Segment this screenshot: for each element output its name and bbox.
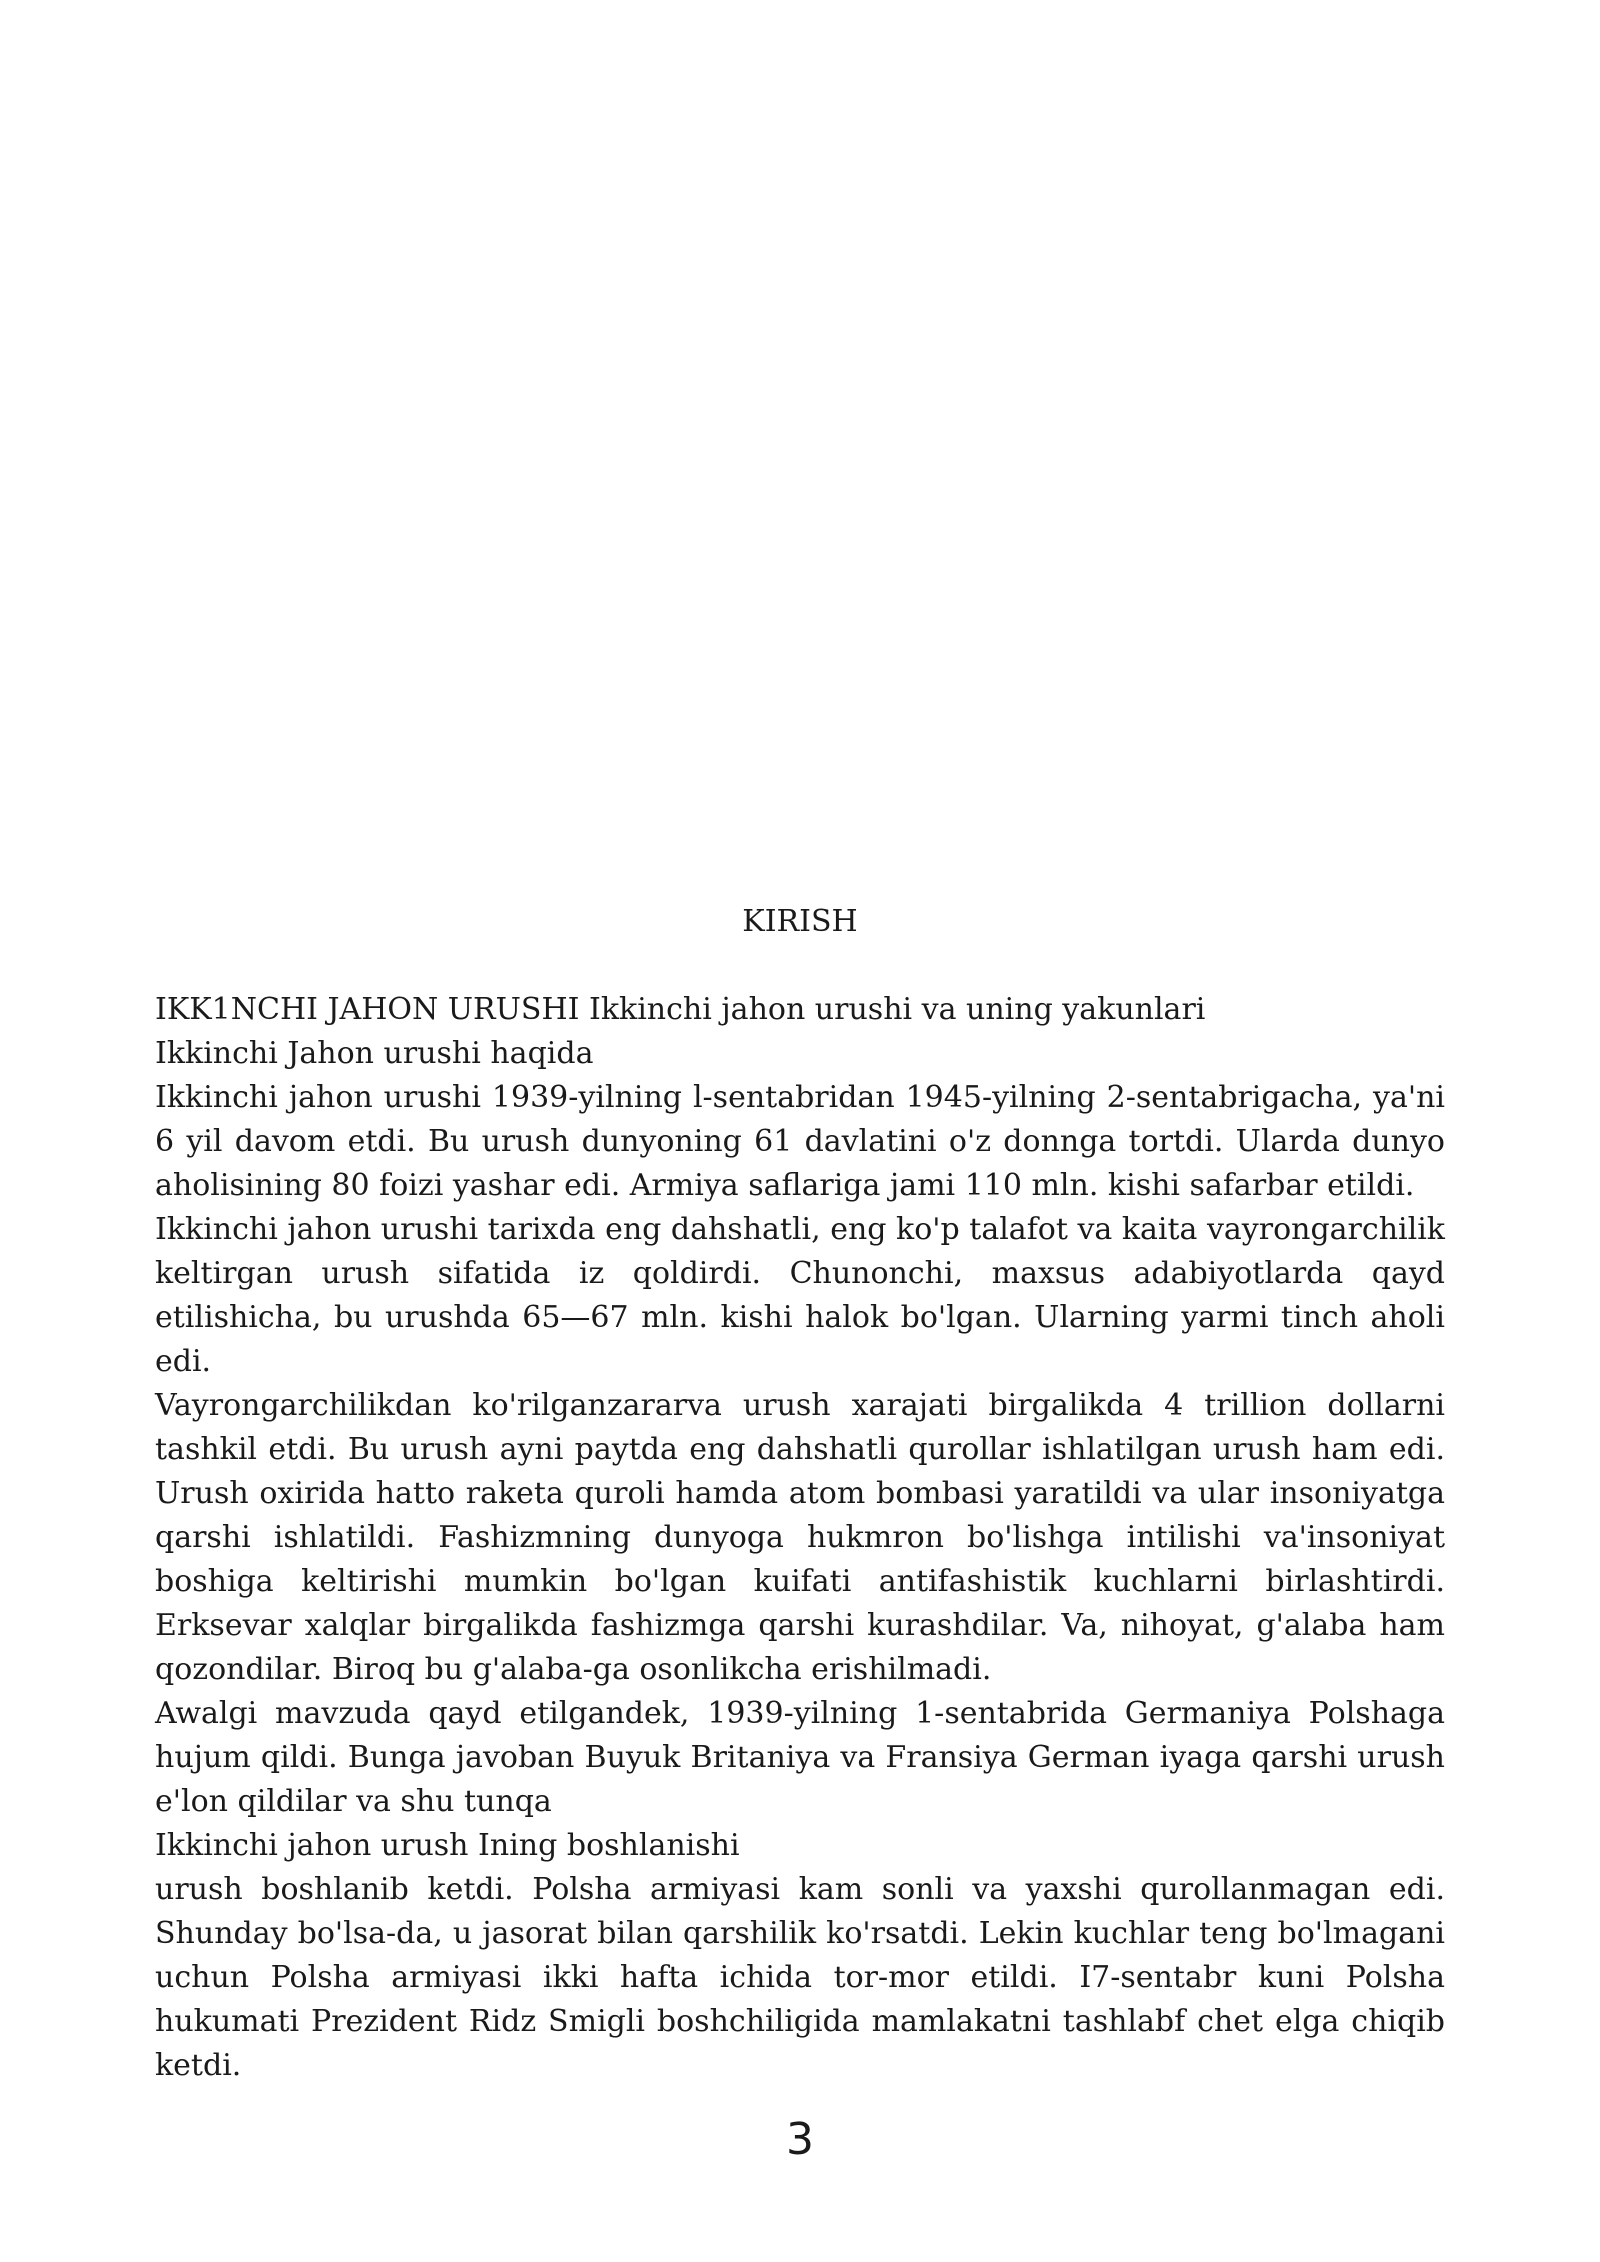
paragraph-4: Awalgi mavzuda qayd etilgandek, 1939-yilning 1-sentabrida Germaniya Polshaga hujum qildi. Bunga javoban Buyuk Britaniya va Fransiya German iyaga qarshi urush e'lon qildilar va shu tunqa [155, 1696, 1445, 1819]
page-number: 3 [786, 2114, 814, 2165]
document-title-line: IKK1NCHI JAHON URUSHI Ikkinchi jahon urushi va uning yakunlari [155, 992, 1206, 1027]
paragraph-5: urush boshlanib ketdi. Polsha armiyasi kam sonli va yaxshi qurollanmagan edi. Shunday bo'lsa-da, u jasorat bilan qarshilik ko'rsatdi. Lekin kuchlar teng bo'lmagani uchun Polsha armiyasi ikki hafta ichida tor-mor etildi. I7-sentabr kuni Polsha hukumati Prezident Ridz Smigli boshchiligida mamlakatni tashlabf chet elga chiqib ketdi. [155, 1872, 1445, 2083]
document-body [155, 900, 1445, 2088]
paragraph-2: Ikkinchi jahon urushi tarixda eng dahshatli, eng ko'p talafot va kaita vayrongarchilik keltirgan urush sifatida iz qoldirdi. Chunonchi, maxsus adabiyotlarda qayd etilishicha, bu urushda 65—67 mln. kishi halok bo'lgan. Ularning yarmi tinch aholi edi. [155, 1212, 1445, 1379]
paragraph-1: Ikkinchi jahon urushi 1939-yilning l-sentabridan 1945-yilning 2-sentabrigacha, ya'ni 6 yil davom etdi. Bu urush dunyoning 61 davlatini o'z donnga tortdi. Ularda dunyo aholisining 80 foizi yashar edi. Armiya saflariga jami 110 mln. kishi safarbar etildi. [155, 1080, 1445, 1203]
document-subtitle-line: Ikkinchi Jahon urushi haqida [155, 1036, 594, 1071]
paragraph-3: Vayrongarchilikdan ko'rilganzararva urush xarajati birgalikda 4 trillion dollarni tashkil etdi. Bu urush ayni paytda eng dahshatli qurollar ishlatilgan urush ham edi. Urush oxirida hatto raketa quroli hamda atom bombasi yaratildi va ular insoniyatga qarshi ishlatildi. Fashizmning dunyoga hukmron bo'lishga intilishi va'insoniyat boshiga keltirishi mumkin bo'lgan kuifati antifashistik kuchlarni birlashtirdi. Erksevar xalqlar birgalikda fashizmga qarshi kurashdilar. Va, nihoyat, g'alaba ham qozondilar. Biroq bu g'alaba-ga osonlikcha erishilmadi. [155, 1388, 1445, 1687]
section-heading-line: Ikkinchi jahon urush Ining boshlanishi [155, 1828, 740, 1863]
page-heading: KIRISH [742, 904, 858, 939]
